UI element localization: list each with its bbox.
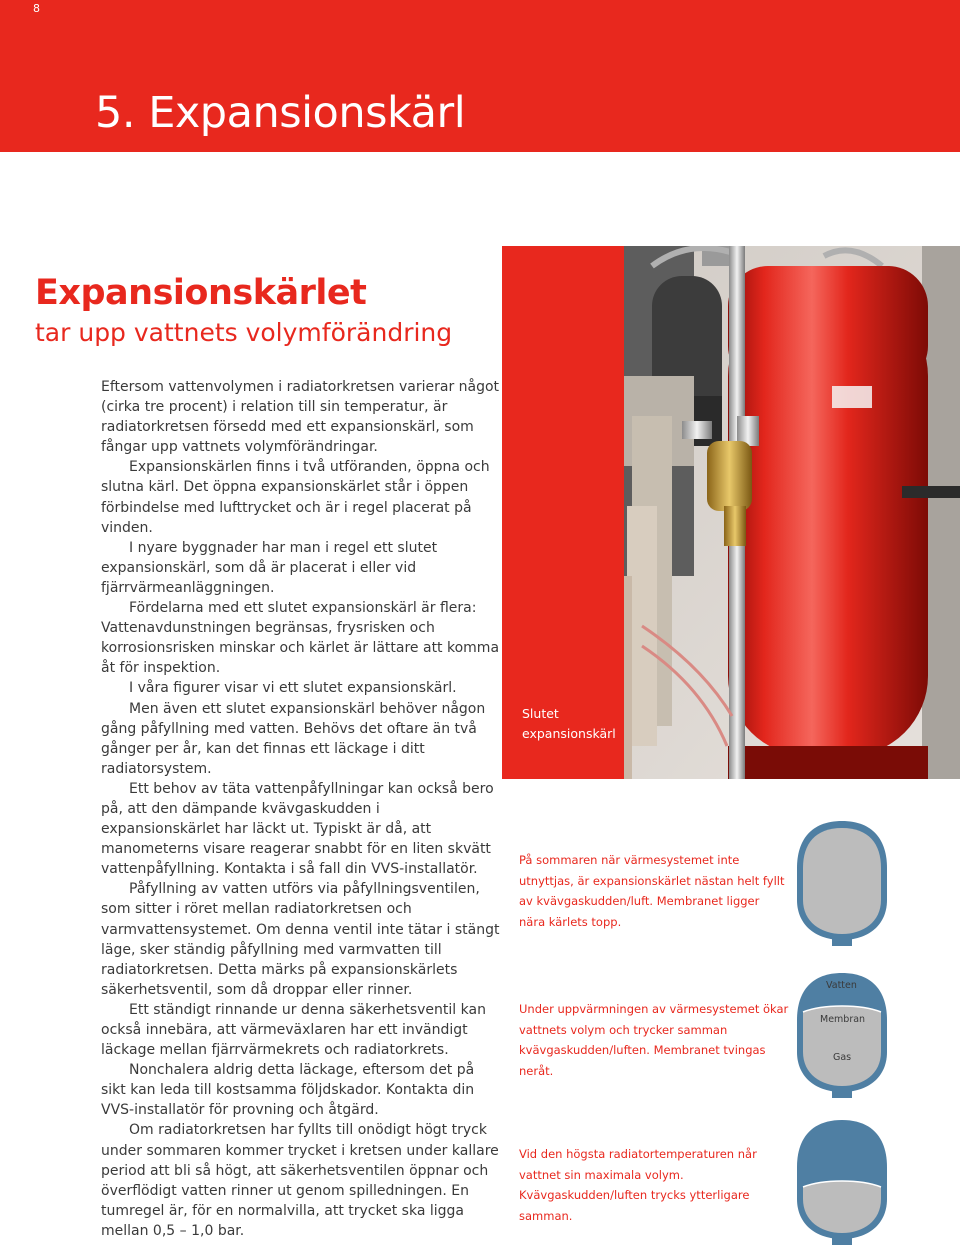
paragraph: Ett behov av täta vattenpåfyllningar kan också bero på, att den dämpande kvävgaskudden i expansionskärlet har läckt ut. Typiskt är då, att manometerns visare reagerar snabbt för en liten skvätt vattenpåfyllning. Kontakta i så fall din VVS-installatör.	[101, 780, 494, 878]
paragraph: Nonchalera aldrig detta läckage, eftersom det på sikt kan leda till kostsamma följdskador. Kontakta din VVS-installatör för provning och åtgärd.	[101, 1062, 475, 1119]
paragraph: Eftersom vattenvolymen i radiatorkretsen varierar något (cirka tre procent) i relation till sin temperatur, är radiatorkretsen försedd med ett expansionskärl, som fångar upp vattnets volymförändringar.	[101, 379, 500, 456]
body-text	[101, 377, 501, 1241]
paragraph: Om radiatorkretsen har fyllts till onödigt högt tryck under sommaren kommer trycket i kretsen under kallare period att bli så högt, att säkerhetsventilen öppnar och överflödigt vatten rinner ut genom spilledningen. En tumregel är, för en normalvilla, att trycket ska ligga mellan 0,5 – 1,0 bar.	[101, 1122, 499, 1239]
diagram-caption-summer: På sommaren när värmesystemet inte utnyttjas, är expansionskärlet nästan helt fyllt av kvävgaskudden/luft. Membranet ligger nära kärlets topp.	[519, 853, 785, 929]
photo-caption: Slutet expansionskärl	[522, 706, 616, 741]
paragraph: Fördelarna med ett slutet expansionskärl är flera: Vattenavdunstningen begränsas, frysrisken och korrosionsrisken minskar och kärlet är lättare att komma åt för inspektion.	[101, 600, 500, 677]
paragraph: I nyare byggnader har man i regel ett slutet expansionskärl, som då är placerat i eller vid fjärrvärmeanläggningen.	[101, 539, 438, 596]
main-heading: Expansionskärlet	[35, 273, 367, 313]
sub-heading: tar upp vattnets volymförändring	[35, 318, 453, 347]
paragraph: Påfyllning av vatten utförs via påfyllningsventilen, som sitter i röret mellan radiatorkretsen och varmvattensystemet. Om denna ventil inte tätar i stängt läge, sker ständig påfyllning med varmvatten till radiatorkretsen. Detta märks på expansionskärlets säkerhetsventil, som då droppar eller rinner.	[101, 881, 500, 998]
paragraph: Ett ständigt rinnande ur denna säkerhetsventil kan också innebära, att värmeväxlaren har ett invändigt läckage mellan fjärrvärmekrets och radiatorkrets.	[101, 1001, 486, 1059]
diagram-caption-max: Vid den högsta radiatortemperaturen når vattnet sin maximala volym. Kvävgaskudden/luften trycks ytterligare samman.	[519, 1147, 757, 1223]
page-number: 8	[33, 2, 40, 15]
paragraph: Expansionskärlen finns i två utföranden, öppna och slutna kärl. Det öppna expansionskärlet står i öppen förbindelse med lufttrycket och är i regel placerat på vinden.	[101, 459, 490, 536]
vessel-label-gas: Gas	[833, 1052, 852, 1063]
chapter-title: 5. Expansionskärl	[95, 88, 466, 138]
paragraph: I våra figurer visar vi ett slutet expansionskärl.	[129, 680, 457, 697]
vessel-diagram-max	[793, 1117, 891, 1245]
vessel-label-membrane: Membran	[820, 1014, 866, 1025]
vessel-diagram-summer	[793, 818, 891, 946]
photo-caption-box	[502, 246, 624, 779]
diagram-caption-heating: Under uppvärmningen av värmesystemet ökar vattnets volym och trycker samman kvävgaskudden/luften. Membranet tvingas neråt.	[519, 1002, 789, 1078]
header-band	[0, 0, 960, 152]
vessel-label-water: Vatten	[826, 980, 857, 991]
paragraph: Men även ett slutet expansionskärl behöver någon gång påfyllning med vatten. Behövs det oftare än två gånger per år, kan det finnas ett läckage i ditt radiatorsystem.	[101, 700, 486, 777]
